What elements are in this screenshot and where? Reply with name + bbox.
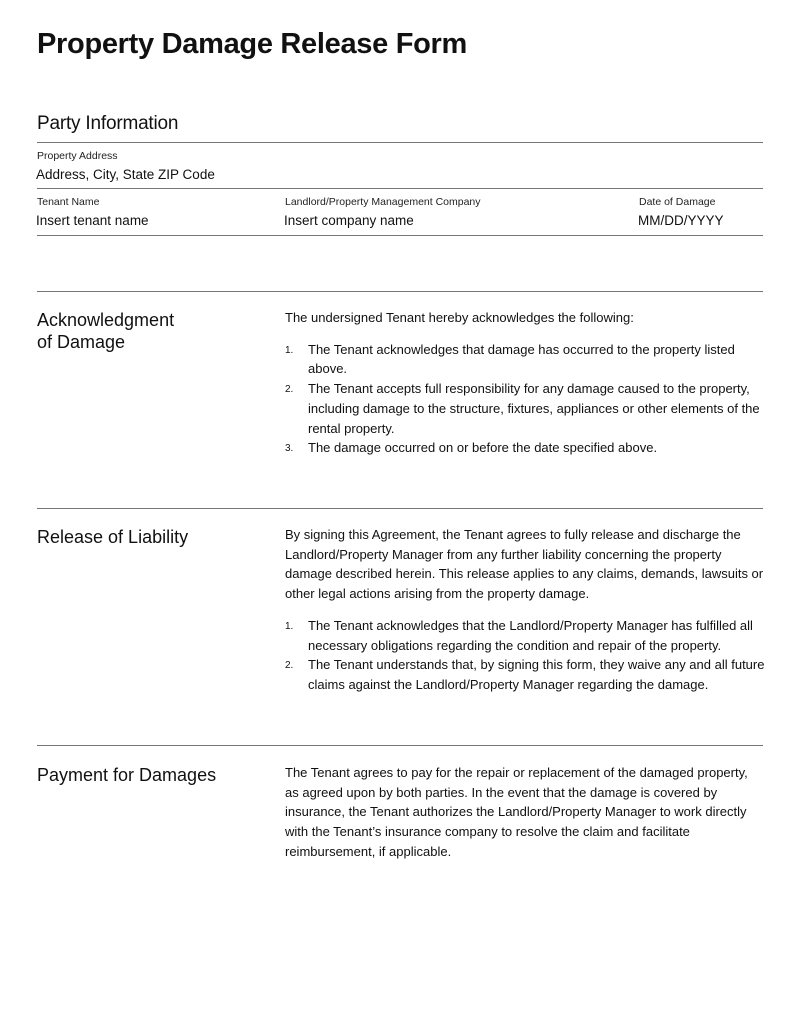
list-item [285, 655, 765, 694]
date-of-damage-label: Date of Damage [639, 196, 716, 208]
divider [37, 291, 763, 292]
list-item [285, 616, 765, 655]
company-field[interactable]: Insert company name [284, 213, 414, 228]
tenant-name-field[interactable]: Insert tenant name [36, 213, 149, 228]
list-number: 1. [285, 344, 294, 356]
list-item [285, 340, 765, 379]
company-label: Landlord/Property Management Company [285, 196, 481, 208]
list-number: 1. [285, 620, 294, 632]
date-of-damage-field[interactable]: MM/DD/YYYY [638, 213, 724, 228]
acknowledgment-body [285, 308, 765, 458]
list-number: 3. [285, 443, 294, 455]
acknowledgment-heading [37, 309, 237, 353]
list-text: The damage occurred on or before the date specified above. [308, 440, 658, 456]
release-body [285, 525, 765, 695]
party-information-heading: Party Information [37, 113, 179, 134]
payment-body [285, 763, 765, 862]
divider [37, 745, 763, 746]
divider [37, 235, 763, 236]
list-text: The Tenant accepts full responsibility for any damage caused to the property, including damage to the structure, fixtures, appliances or other elements of the rental property. [308, 381, 760, 436]
property-address-label: Property Address [37, 150, 118, 162]
page-title: Property Damage Release Form [37, 28, 467, 60]
list-item [285, 379, 765, 438]
divider [37, 142, 763, 143]
release-paragraph: By signing this Agreement, the Tenant agrees to fully release and discharge the Landlord/Property Manager from any further liability concerning the property damage described herein. This release applies to any claims, demands, lawsuits or other legal actions arising from the property damage. [285, 527, 764, 602]
heading-line: Acknowledgment [37, 310, 175, 330]
acknowledgment-list [285, 340, 765, 458]
release-list [285, 616, 765, 695]
heading-line: of Damage [37, 332, 126, 352]
list-text: The Tenant acknowledges that damage has occurred to the property listed above. [308, 341, 735, 377]
property-address-field[interactable]: Address, City, State ZIP Code [36, 167, 215, 182]
list-text: The Tenant acknowledges that the Landlord/Property Manager has fulfilled all necessary obligations regarding the condition and repair of the property. [308, 617, 753, 653]
list-text: The Tenant understands that, by signing this form, they waive any and all future claims against the Landlord/Property Manager regarding the damage. [308, 657, 765, 692]
payment-heading: Payment for Damages [37, 765, 217, 785]
list-number: 2. [285, 384, 294, 396]
divider [37, 508, 763, 509]
payment-paragraph: The Tenant agrees to pay for the repair or replacement of the damaged property, as agreed upon by both parties. In the event that the damage is covered by insurance, the Tenant authorizes the Landlord/Property Manager to work directly with the Tenant’s insurance company to resolve the claim and facilitate reimbursement, if applicable. [285, 765, 748, 859]
acknowledgment-intro: The undersigned Tenant hereby acknowledges the following: [285, 310, 634, 325]
list-item [285, 438, 765, 458]
tenant-name-label: Tenant Name [37, 196, 100, 208]
release-heading: Release of Liability [37, 527, 189, 547]
list-number: 2. [285, 660, 294, 672]
divider [37, 188, 763, 189]
